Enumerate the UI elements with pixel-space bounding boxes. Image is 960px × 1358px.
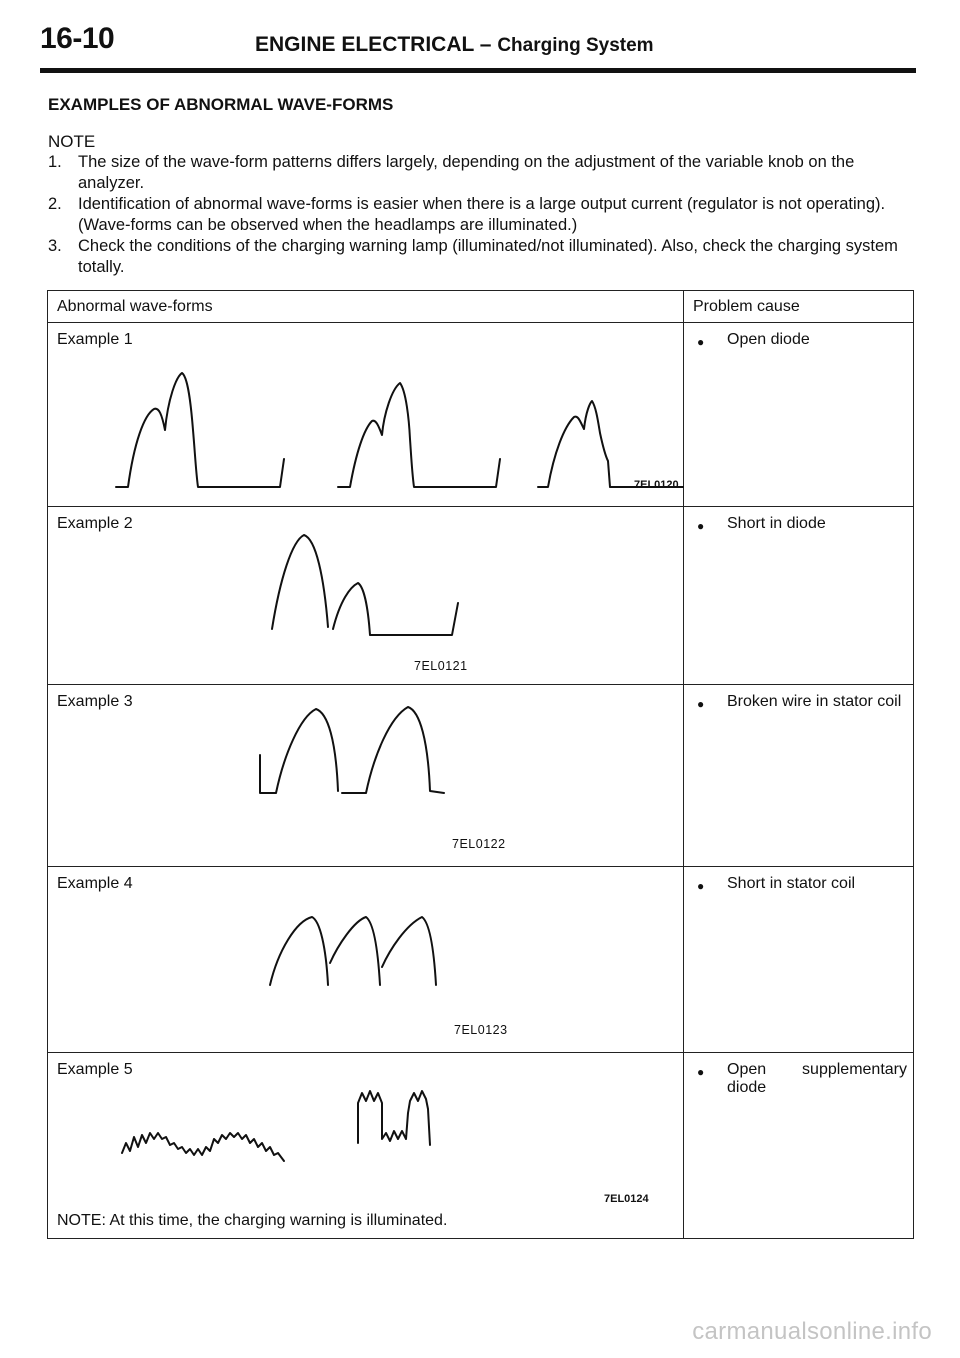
note-number: 2. (48, 195, 62, 213)
waveform-diagram-example-3 (48, 685, 684, 867)
waveform-cell (48, 1053, 684, 1239)
note-item (48, 152, 914, 194)
note-text: Check the conditions of the charging warning lamp (illuminated/not illuminated). Also, check the charging system totally. (78, 237, 898, 276)
example-label: Example 1 (57, 331, 133, 348)
waveform-cell (48, 685, 684, 867)
waveform-cell (48, 867, 684, 1053)
note-number: 1. (48, 153, 62, 171)
problem-cause-cell (684, 323, 914, 507)
problem-cause-text: Short in diode (727, 515, 826, 532)
problem-cause-cell (684, 685, 914, 867)
note-label: NOTE (48, 132, 96, 151)
example-label: Example 4 (57, 875, 133, 892)
note-list (48, 152, 914, 278)
bullet-icon: ● (697, 519, 705, 533)
page-header-title (255, 33, 654, 57)
figure-code: 7EL0123 (454, 1023, 508, 1037)
bullet-icon: ● (697, 697, 705, 711)
waveform-cell (48, 323, 684, 507)
figure-code: 7EL0124 (604, 1193, 649, 1205)
bullet-icon: ● (697, 1065, 705, 1079)
header-rule (40, 68, 916, 73)
problem-cause-text: Open supplementary diode (727, 1061, 907, 1096)
page-number: 16-10 (40, 22, 115, 55)
table-row (48, 1053, 914, 1239)
example-label: Example 5 (57, 1061, 133, 1078)
note-item (48, 194, 914, 236)
watermark: carmanualsonline.info (692, 1318, 932, 1345)
figure-code: 7EL0122 (452, 837, 506, 851)
header-title-main: ENGINE ELECTRICAL – (255, 33, 498, 56)
table-row (48, 323, 914, 507)
problem-cause-text: Open diode (727, 331, 810, 348)
table-row (48, 867, 914, 1053)
bullet-icon: ● (697, 879, 705, 893)
section-title: EXAMPLES OF ABNORMAL WAVE-FORMS (48, 95, 394, 114)
problem-cause-cell (684, 507, 914, 685)
waveform-diagram-example-4 (48, 867, 684, 1053)
waveform-diagram-example-2 (48, 507, 684, 685)
figure-code: 7EL0121 (414, 659, 468, 673)
problem-cause-text: Short in stator coil (727, 875, 856, 892)
waveform-table (47, 290, 914, 1239)
table-header-row (48, 291, 914, 323)
note-number: 3. (48, 237, 62, 255)
example-note: NOTE: At this time, the charging warning is illuminated. (57, 1212, 448, 1229)
note-text: Identification of abnormal wave-forms is easier when there is a large output current (regulator is not operating). (Wave-forms can be observed when the headlamps are illuminated.) (78, 195, 886, 234)
table-row (48, 507, 914, 685)
table-row (48, 685, 914, 867)
problem-cause-text: Broken wire in stator coil (727, 693, 902, 710)
problem-cause-cell (684, 1053, 914, 1239)
note-text: The size of the wave-form patterns differs largely, depending on the adjustment of the variable knob on the analyzer. (78, 153, 855, 192)
problem-cause-cell (684, 867, 914, 1053)
table-header-waveforms: Abnormal wave-forms (48, 291, 684, 323)
waveform-cell (48, 507, 684, 685)
note-item (48, 236, 914, 278)
waveform-diagram-example-1 (48, 323, 684, 507)
bullet-icon: ● (697, 335, 705, 349)
header-title-sub: Charging System (497, 35, 654, 56)
example-label: Example 3 (57, 693, 133, 710)
table-header-problem-cause: Problem cause (684, 291, 914, 323)
figure-code: 7EL0120 (634, 479, 679, 491)
example-label: Example 2 (57, 515, 133, 532)
